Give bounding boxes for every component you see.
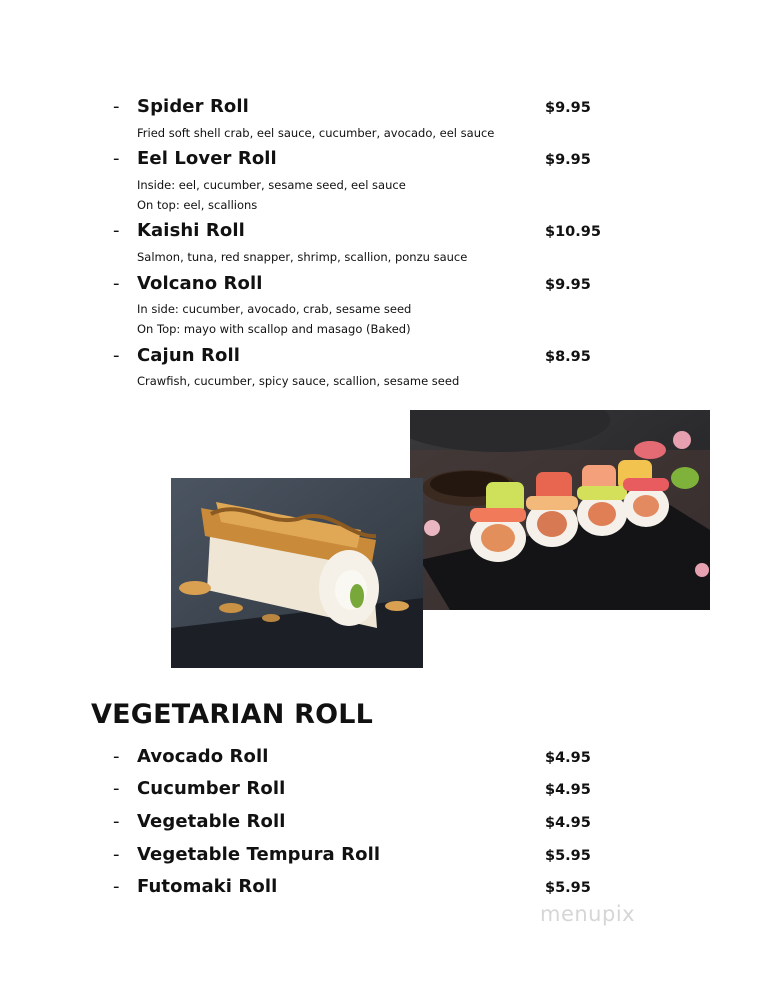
item-name: Eel Lover Roll — [137, 148, 277, 169]
item-price: $9.95 — [545, 100, 591, 116]
item-price: $4.95 — [545, 815, 591, 831]
rainbow-roll-photo — [410, 410, 710, 610]
bullet-dash: - — [113, 746, 120, 767]
item-price: $5.95 — [545, 880, 591, 896]
section-title-vegetarian: VEGETARIAN ROLL — [91, 699, 374, 730]
item-description: In side: cucumber, avocado, crab, sesame seed — [137, 302, 412, 316]
item-description: On top: eel, scallions — [137, 198, 258, 212]
item-name: Vegetable Tempura Roll — [137, 844, 381, 865]
item-price: $4.95 — [545, 750, 591, 766]
item-description: Salmon, tuna, red snapper, shrimp, scallion, ponzu sauce — [137, 250, 468, 264]
item-name: Vegetable Roll — [137, 811, 286, 832]
bullet-dash: - — [113, 876, 120, 897]
item-name: Futomaki Roll — [137, 876, 278, 897]
item-description: Crawfish, cucumber, spicy sauce, scallion, sesame seed — [137, 374, 460, 388]
item-price: $9.95 — [545, 277, 591, 293]
item-name: Avocado Roll — [137, 746, 269, 767]
item-name: Cajun Roll — [137, 345, 240, 366]
item-description: On Top: mayo with scallop and masago (Baked) — [137, 322, 411, 336]
baked-roll-photo — [171, 478, 423, 668]
item-price: $4.95 — [545, 782, 591, 798]
item-name: Cucumber Roll — [137, 778, 286, 799]
bullet-dash: - — [113, 273, 120, 294]
bullet-dash: - — [113, 844, 120, 865]
bullet-dash: - — [113, 96, 120, 117]
watermark-logo: menupix — [540, 902, 636, 926]
item-name: Spider Roll — [137, 96, 249, 117]
bullet-dash: - — [113, 811, 120, 832]
bullet-dash: - — [113, 345, 120, 366]
bullet-dash: - — [113, 778, 120, 799]
item-price: $8.95 — [545, 349, 591, 365]
item-price: $10.95 — [545, 224, 601, 240]
item-price: $5.95 — [545, 848, 591, 864]
item-price: $9.95 — [545, 152, 591, 168]
bullet-dash: - — [113, 220, 120, 241]
item-description: Fried soft shell crab, eel sauce, cucumber, avocado, eel sauce — [137, 126, 495, 140]
bullet-dash: - — [113, 148, 120, 169]
item-name: Volcano Roll — [137, 273, 263, 294]
item-name: Kaishi Roll — [137, 220, 245, 241]
item-description: Inside: eel, cucumber, sesame seed, eel sauce — [137, 178, 406, 192]
